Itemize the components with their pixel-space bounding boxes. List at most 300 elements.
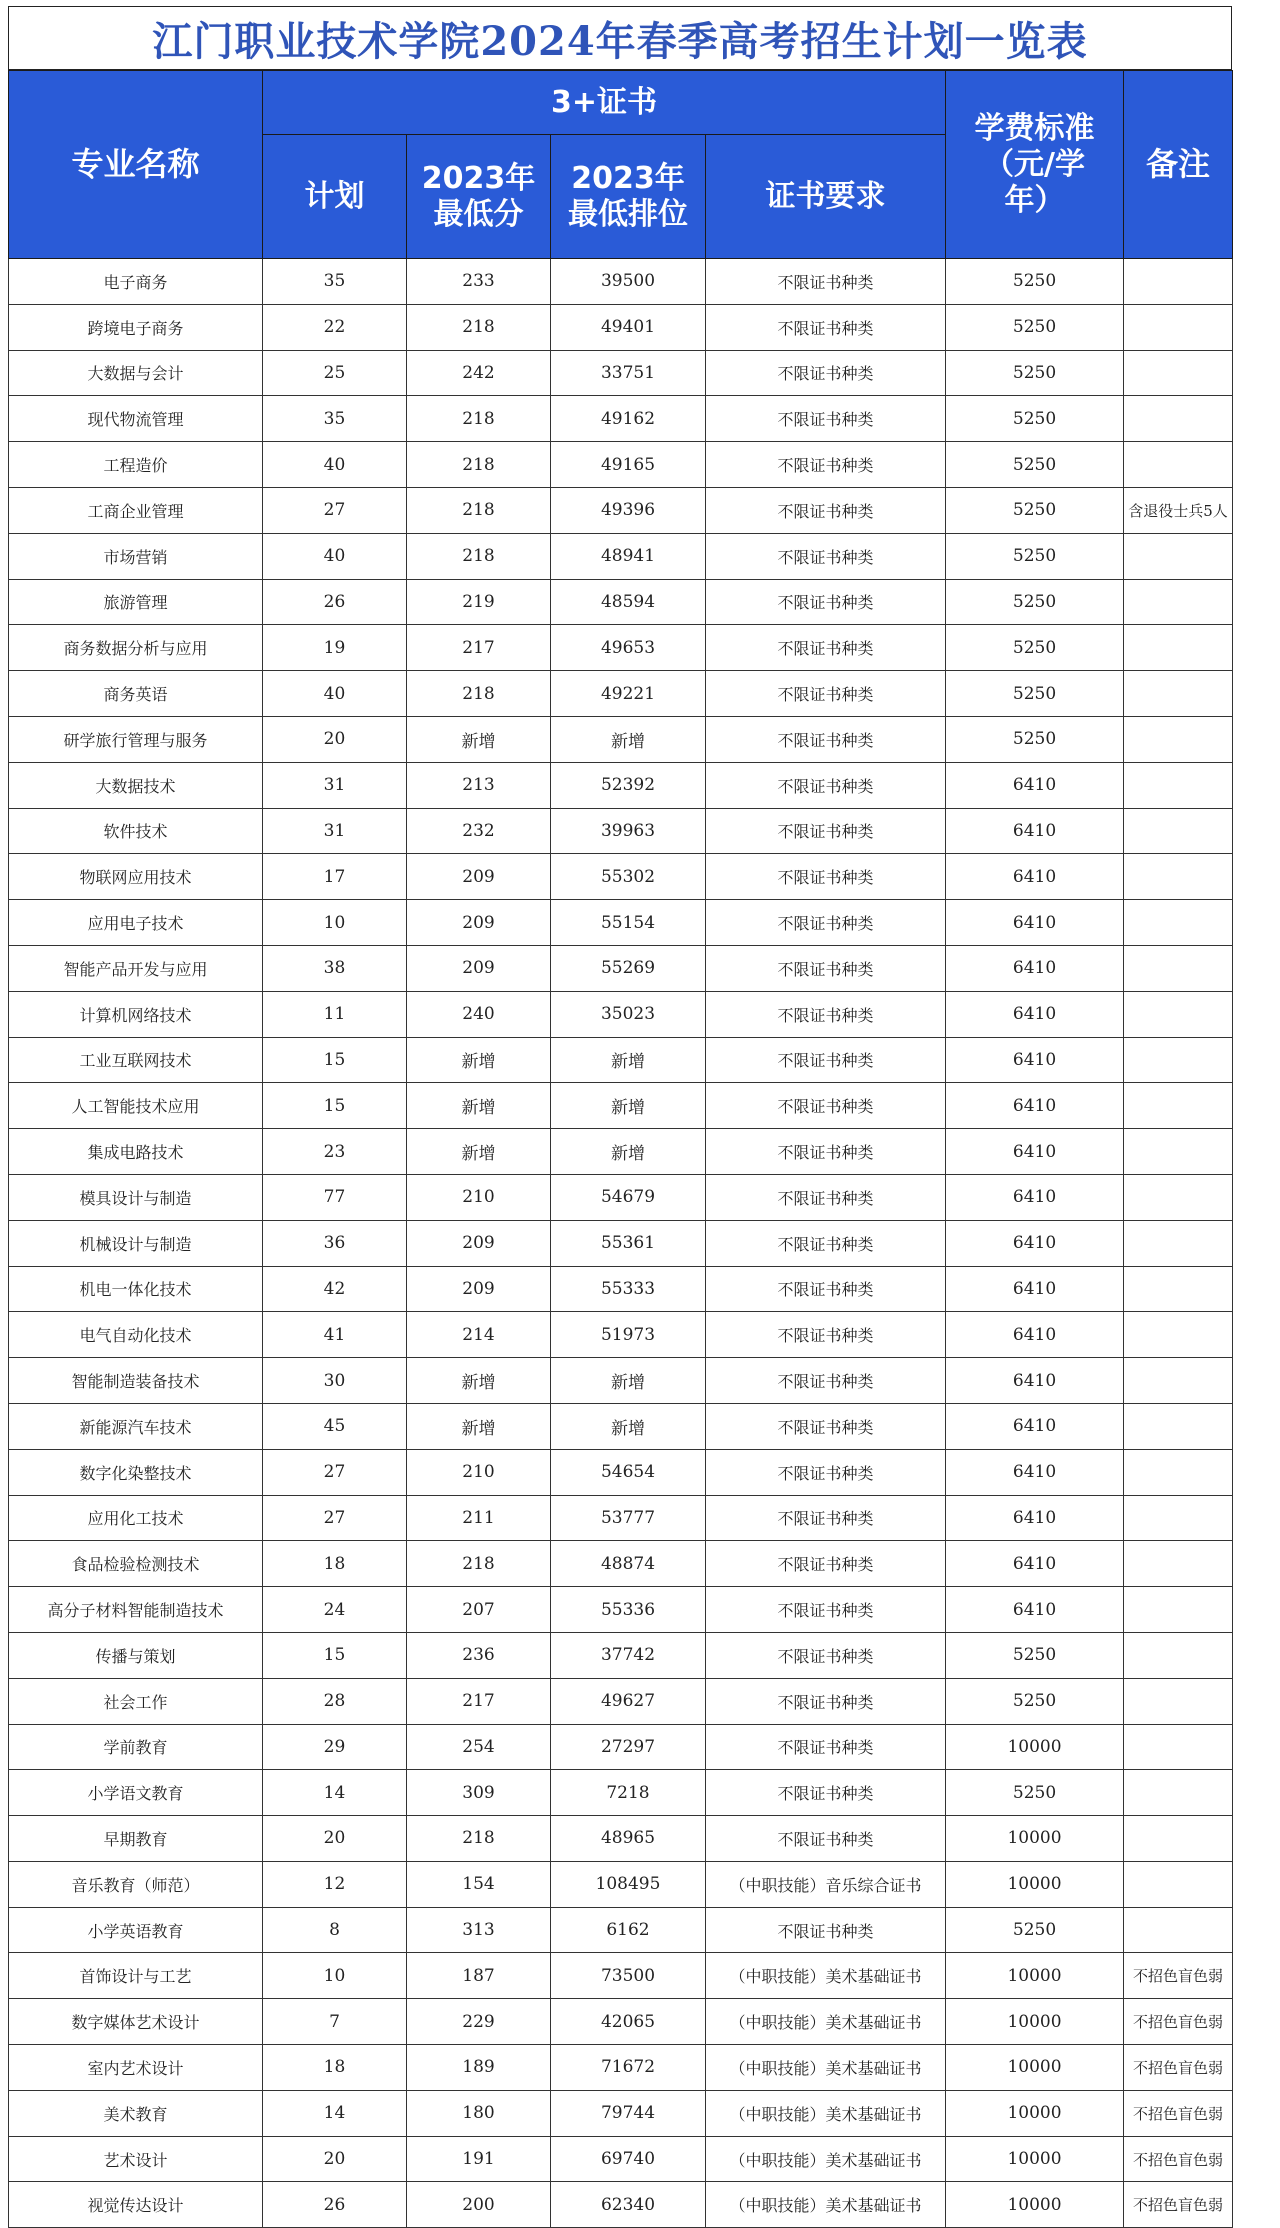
min-score-cell: 218 — [407, 487, 551, 533]
cert-requirement-cell: 不限证书种类 — [706, 396, 946, 442]
tuition-fee-cell: 5250 — [946, 259, 1124, 305]
table-row — [9, 1861, 1233, 1907]
tuition-fee-cell: 5250 — [946, 396, 1124, 442]
cert-requirement-cell: 不限证书种类 — [706, 1541, 946, 1587]
table-row — [9, 1266, 1233, 1312]
tuition-fee-cell: 5250 — [946, 1907, 1124, 1953]
table-row — [9, 1632, 1233, 1678]
min-rank-cell: 55302 — [551, 854, 706, 900]
table-row — [9, 671, 1233, 717]
plan-cell: 41 — [263, 1312, 407, 1358]
table-row — [9, 579, 1233, 625]
header-min-rank-line1: 2023年 — [571, 160, 685, 196]
min-rank-cell: 48874 — [551, 1541, 706, 1587]
plan-cell: 45 — [263, 1403, 407, 1449]
table-row — [9, 808, 1233, 854]
header-min-score — [407, 135, 551, 259]
note-cell — [1124, 1449, 1233, 1495]
plan-cell: 8 — [263, 1907, 407, 1953]
min-rank-cell: 69740 — [551, 2136, 706, 2182]
table-row — [9, 2090, 1233, 2136]
page-title: 江门职业技术学院2024年春季高考招生计划一览表 — [8, 6, 1232, 70]
plan-cell: 17 — [263, 854, 407, 900]
major-name-cell: 大数据与会计 — [9, 350, 263, 396]
min-rank-cell: 62340 — [551, 2182, 706, 2228]
plan-cell: 10 — [263, 900, 407, 946]
min-rank-cell: 49221 — [551, 671, 706, 717]
tuition-fee-cell: 6410 — [946, 900, 1124, 946]
min-rank-cell: 53777 — [551, 1495, 706, 1541]
tuition-fee-cell: 10000 — [946, 2045, 1124, 2091]
tuition-fee-cell: 5250 — [946, 442, 1124, 488]
min-score-cell: 191 — [407, 2136, 551, 2182]
cert-requirement-cell: 不限证书种类 — [706, 533, 946, 579]
table-row — [9, 1312, 1233, 1358]
note-cell: 不招色盲色弱 — [1124, 2090, 1233, 2136]
min-score-cell: 209 — [407, 1266, 551, 1312]
cert-requirement-cell: （中职技能）美术基础证书 — [706, 1953, 946, 1999]
plan-cell: 42 — [263, 1266, 407, 1312]
min-score-cell: 新增 — [407, 1129, 551, 1175]
major-name-cell: 应用化工技术 — [9, 1495, 263, 1541]
table-row — [9, 625, 1233, 671]
table-row — [9, 2136, 1233, 2182]
plan-cell: 22 — [263, 304, 407, 350]
major-name-cell: 物联网应用技术 — [9, 854, 263, 900]
plan-cell: 20 — [263, 2136, 407, 2182]
min-score-cell: 218 — [407, 304, 551, 350]
table-row — [9, 1907, 1233, 1953]
cert-requirement-cell: （中职技能）美术基础证书 — [706, 2090, 946, 2136]
plan-cell: 36 — [263, 1220, 407, 1266]
admission-plan-table — [8, 70, 1233, 2228]
table-row — [9, 442, 1233, 488]
cert-requirement-cell: 不限证书种类 — [706, 1770, 946, 1816]
plan-cell: 35 — [263, 259, 407, 305]
min-rank-cell: 55154 — [551, 900, 706, 946]
header-min-rank-line2: 最低排位 — [568, 196, 688, 232]
cert-requirement-cell: 不限证书种类 — [706, 671, 946, 717]
note-cell — [1124, 1770, 1233, 1816]
major-name-cell: 视觉传达设计 — [9, 2182, 263, 2228]
header-min-score-line1: 2023年 — [421, 160, 536, 196]
tuition-fee-cell: 6410 — [946, 1174, 1124, 1220]
major-name-cell: 小学英语教育 — [9, 1907, 263, 1953]
cert-requirement-cell: （中职技能）美术基础证书 — [706, 2045, 946, 2091]
major-name-cell: 传播与策划 — [9, 1632, 263, 1678]
tuition-fee-cell: 5250 — [946, 533, 1124, 579]
note-cell — [1124, 1220, 1233, 1266]
table-row — [9, 533, 1233, 579]
plan-cell: 20 — [263, 716, 407, 762]
table-row — [9, 1083, 1233, 1129]
min-score-cell: 154 — [407, 1861, 551, 1907]
note-cell — [1124, 762, 1233, 808]
min-rank-cell: 49627 — [551, 1678, 706, 1724]
tuition-fee-cell: 5250 — [946, 1770, 1124, 1816]
cert-requirement-cell: 不限证书种类 — [706, 1678, 946, 1724]
tuition-fee-cell: 6410 — [946, 808, 1124, 854]
note-cell — [1124, 1403, 1233, 1449]
cert-requirement-cell: 不限证书种类 — [706, 991, 946, 1037]
min-score-cell: 209 — [407, 1220, 551, 1266]
plan-cell: 77 — [263, 1174, 407, 1220]
note-cell — [1124, 442, 1233, 488]
min-score-cell: 209 — [407, 854, 551, 900]
major-name-cell: 首饰设计与工艺 — [9, 1953, 263, 1999]
note-cell — [1124, 945, 1233, 991]
cert-requirement-cell: 不限证书种类 — [706, 1312, 946, 1358]
plan-cell: 25 — [263, 350, 407, 396]
min-rank-cell: 新增 — [551, 1129, 706, 1175]
major-name-cell: 学前教育 — [9, 1724, 263, 1770]
tuition-fee-cell: 10000 — [946, 2182, 1124, 2228]
major-name-cell: 电气自动化技术 — [9, 1312, 263, 1358]
table-row — [9, 1816, 1233, 1862]
min-rank-cell: 新增 — [551, 1083, 706, 1129]
major-name-cell: 大数据技术 — [9, 762, 263, 808]
min-rank-cell: 49401 — [551, 304, 706, 350]
min-score-cell: 新增 — [407, 1083, 551, 1129]
plan-cell: 7 — [263, 1999, 407, 2045]
header-min-score-line2: 最低分 — [433, 196, 524, 232]
min-score-cell: 254 — [407, 1724, 551, 1770]
table-row — [9, 1220, 1233, 1266]
major-name-cell: 工商企业管理 — [9, 487, 263, 533]
table-row — [9, 1449, 1233, 1495]
note-cell — [1124, 1495, 1233, 1541]
major-name-cell: 新能源汽车技术 — [9, 1403, 263, 1449]
note-cell — [1124, 716, 1233, 762]
min-score-cell: 240 — [407, 991, 551, 1037]
plan-cell: 40 — [263, 442, 407, 488]
major-name-cell: 旅游管理 — [9, 579, 263, 625]
min-score-cell: 217 — [407, 625, 551, 671]
min-score-cell: 309 — [407, 1770, 551, 1816]
min-score-cell: 209 — [407, 945, 551, 991]
plan-cell: 18 — [263, 2045, 407, 2091]
tuition-fee-cell: 6410 — [946, 1541, 1124, 1587]
min-score-cell: 218 — [407, 442, 551, 488]
min-rank-cell: 42065 — [551, 1999, 706, 2045]
min-score-cell: 217 — [407, 1678, 551, 1724]
min-score-cell: 新增 — [407, 1403, 551, 1449]
note-cell — [1124, 1678, 1233, 1724]
min-rank-cell: 39500 — [551, 259, 706, 305]
note-cell — [1124, 854, 1233, 900]
tuition-fee-cell: 5250 — [946, 304, 1124, 350]
note-cell: 不招色盲色弱 — [1124, 1953, 1233, 1999]
note-cell: 不招色盲色弱 — [1124, 2182, 1233, 2228]
table-row — [9, 1495, 1233, 1541]
tuition-fee-cell: 6410 — [946, 1312, 1124, 1358]
note-cell — [1124, 396, 1233, 442]
table-row — [9, 991, 1233, 1037]
min-score-cell: 189 — [407, 2045, 551, 2091]
min-score-cell: 新增 — [407, 1358, 551, 1404]
min-score-cell: 214 — [407, 1312, 551, 1358]
cert-requirement-cell: 不限证书种类 — [706, 1083, 946, 1129]
major-name-cell: 室内艺术设计 — [9, 2045, 263, 2091]
tuition-fee-cell: 10000 — [946, 1999, 1124, 2045]
note-cell — [1124, 1724, 1233, 1770]
plan-cell: 19 — [263, 625, 407, 671]
note-cell — [1124, 1587, 1233, 1633]
table-row — [9, 1953, 1233, 1999]
plan-cell: 23 — [263, 1129, 407, 1175]
major-name-cell: 食品检验检测技术 — [9, 1541, 263, 1587]
table-row — [9, 1724, 1233, 1770]
min-score-cell: 219 — [407, 579, 551, 625]
tuition-fee-cell: 6410 — [946, 1129, 1124, 1175]
major-name-cell: 电子商务 — [9, 259, 263, 305]
table-row — [9, 304, 1233, 350]
min-score-cell: 187 — [407, 1953, 551, 1999]
tuition-fee-cell: 6410 — [946, 1037, 1124, 1083]
header-cert: 证书要求 — [706, 135, 946, 259]
note-cell: 不招色盲色弱 — [1124, 2136, 1233, 2182]
min-score-cell: 200 — [407, 2182, 551, 2228]
header-group-3plus-cert: 3+证书 — [263, 71, 946, 135]
min-rank-cell: 新增 — [551, 716, 706, 762]
min-score-cell: 218 — [407, 396, 551, 442]
table-row — [9, 259, 1233, 305]
header-fee-line2: （元/学 — [984, 146, 1085, 182]
min-rank-cell: 52392 — [551, 762, 706, 808]
major-name-cell: 市场营销 — [9, 533, 263, 579]
note-cell — [1124, 1037, 1233, 1083]
min-rank-cell: 73500 — [551, 1953, 706, 1999]
min-rank-cell: 49165 — [551, 442, 706, 488]
major-name-cell: 音乐教育（师范） — [9, 1861, 263, 1907]
min-rank-cell: 6162 — [551, 1907, 706, 1953]
min-score-cell: 209 — [407, 900, 551, 946]
header-min-rank — [551, 135, 706, 259]
tuition-fee-cell: 10000 — [946, 1861, 1124, 1907]
cert-requirement-cell: 不限证书种类 — [706, 442, 946, 488]
plan-cell: 40 — [263, 671, 407, 717]
tuition-fee-cell: 10000 — [946, 2090, 1124, 2136]
tuition-fee-cell: 6410 — [946, 1495, 1124, 1541]
min-score-cell: 210 — [407, 1449, 551, 1495]
note-cell — [1124, 625, 1233, 671]
cert-requirement-cell: 不限证书种类 — [706, 1724, 946, 1770]
tuition-fee-cell: 6410 — [946, 945, 1124, 991]
note-cell — [1124, 579, 1233, 625]
cert-requirement-cell: （中职技能）美术基础证书 — [706, 1999, 946, 2045]
min-rank-cell: 新增 — [551, 1358, 706, 1404]
plan-cell: 31 — [263, 762, 407, 808]
min-score-cell: 218 — [407, 1541, 551, 1587]
note-cell — [1124, 1129, 1233, 1175]
min-score-cell: 236 — [407, 1632, 551, 1678]
tuition-fee-cell: 6410 — [946, 1083, 1124, 1129]
header-note: 备注 — [1124, 71, 1233, 259]
min-rank-cell: 35023 — [551, 991, 706, 1037]
table-row — [9, 1678, 1233, 1724]
table-row — [9, 1770, 1233, 1816]
header-fee-line1: 学费标准 — [974, 110, 1095, 146]
min-rank-cell: 108495 — [551, 1861, 706, 1907]
tuition-fee-cell: 6410 — [946, 1587, 1124, 1633]
min-rank-cell: 55336 — [551, 1587, 706, 1633]
table-row — [9, 2045, 1233, 2091]
note-cell — [1124, 991, 1233, 1037]
plan-cell: 26 — [263, 579, 407, 625]
major-name-cell: 智能产品开发与应用 — [9, 945, 263, 991]
plan-cell: 38 — [263, 945, 407, 991]
plan-cell: 28 — [263, 1678, 407, 1724]
note-cell — [1124, 259, 1233, 305]
plan-cell: 11 — [263, 991, 407, 1037]
major-name-cell: 商务数据分析与应用 — [9, 625, 263, 671]
tuition-fee-cell: 5250 — [946, 625, 1124, 671]
table-row — [9, 1174, 1233, 1220]
min-rank-cell: 39963 — [551, 808, 706, 854]
table-row — [9, 1037, 1233, 1083]
note-cell — [1124, 304, 1233, 350]
plan-cell: 30 — [263, 1358, 407, 1404]
note-cell: 不招色盲色弱 — [1124, 2045, 1233, 2091]
table-row — [9, 900, 1233, 946]
cert-requirement-cell: 不限证书种类 — [706, 716, 946, 762]
tuition-fee-cell: 6410 — [946, 1403, 1124, 1449]
major-name-cell: 智能制造装备技术 — [9, 1358, 263, 1404]
plan-cell: 12 — [263, 1861, 407, 1907]
plan-cell: 40 — [263, 533, 407, 579]
tuition-fee-cell: 10000 — [946, 2136, 1124, 2182]
cert-requirement-cell: 不限证书种类 — [706, 1358, 946, 1404]
table-body — [9, 259, 1233, 2228]
min-rank-cell: 新增 — [551, 1037, 706, 1083]
table-row — [9, 854, 1233, 900]
note-cell — [1124, 1312, 1233, 1358]
plan-cell: 35 — [263, 396, 407, 442]
cert-requirement-cell: 不限证书种类 — [706, 1587, 946, 1633]
table-row — [9, 1587, 1233, 1633]
cert-requirement-cell: 不限证书种类 — [706, 625, 946, 671]
min-score-cell: 207 — [407, 1587, 551, 1633]
plan-cell: 29 — [263, 1724, 407, 1770]
major-name-cell: 软件技术 — [9, 808, 263, 854]
note-cell — [1124, 1816, 1233, 1862]
major-name-cell: 数字媒体艺术设计 — [9, 1999, 263, 2045]
cert-requirement-cell: 不限证书种类 — [706, 579, 946, 625]
tuition-fee-cell: 5250 — [946, 671, 1124, 717]
major-name-cell: 美术教育 — [9, 2090, 263, 2136]
cert-requirement-cell: 不限证书种类 — [706, 900, 946, 946]
min-rank-cell: 49653 — [551, 625, 706, 671]
note-cell — [1124, 900, 1233, 946]
plan-cell: 15 — [263, 1632, 407, 1678]
cert-requirement-cell: （中职技能）音乐综合证书 — [706, 1861, 946, 1907]
major-name-cell: 集成电路技术 — [9, 1129, 263, 1175]
table-row — [9, 1999, 1233, 2045]
cert-requirement-cell: 不限证书种类 — [706, 1907, 946, 1953]
tuition-fee-cell: 5250 — [946, 716, 1124, 762]
min-rank-cell: 51973 — [551, 1312, 706, 1358]
tuition-fee-cell: 10000 — [946, 1953, 1124, 1999]
major-name-cell: 计算机网络技术 — [9, 991, 263, 1037]
min-rank-cell: 71672 — [551, 2045, 706, 2091]
min-score-cell: 232 — [407, 808, 551, 854]
table-row — [9, 1403, 1233, 1449]
tuition-fee-cell: 6410 — [946, 762, 1124, 808]
tuition-fee-cell: 5250 — [946, 350, 1124, 396]
header-plan: 计划 — [263, 135, 407, 259]
min-score-cell: 新增 — [407, 716, 551, 762]
min-rank-cell: 7218 — [551, 1770, 706, 1816]
major-name-cell: 机械设计与制造 — [9, 1220, 263, 1266]
plan-cell: 14 — [263, 1770, 407, 1816]
plan-cell: 10 — [263, 1953, 407, 1999]
major-name-cell: 跨境电子商务 — [9, 304, 263, 350]
table-row — [9, 350, 1233, 396]
min-score-cell: 233 — [407, 259, 551, 305]
cert-requirement-cell: 不限证书种类 — [706, 945, 946, 991]
tuition-fee-cell: 5250 — [946, 1632, 1124, 1678]
table-row — [9, 716, 1233, 762]
note-cell — [1124, 1541, 1233, 1587]
note-cell — [1124, 1174, 1233, 1220]
major-name-cell: 高分子材料智能制造技术 — [9, 1587, 263, 1633]
header-major: 专业名称 — [9, 71, 263, 259]
table-row — [9, 487, 1233, 533]
min-score-cell: 213 — [407, 762, 551, 808]
min-score-cell: 211 — [407, 1495, 551, 1541]
min-rank-cell: 55361 — [551, 1220, 706, 1266]
cert-requirement-cell: 不限证书种类 — [706, 1129, 946, 1175]
admission-plan-sheet — [8, 6, 1232, 2228]
note-cell — [1124, 1861, 1233, 1907]
table-row — [9, 1129, 1233, 1175]
min-score-cell: 313 — [407, 1907, 551, 1953]
tuition-fee-cell: 6410 — [946, 1358, 1124, 1404]
major-name-cell: 现代物流管理 — [9, 396, 263, 442]
min-rank-cell: 54654 — [551, 1449, 706, 1495]
note-cell — [1124, 1083, 1233, 1129]
note-cell — [1124, 1266, 1233, 1312]
min-rank-cell: 79744 — [551, 2090, 706, 2136]
plan-cell: 14 — [263, 2090, 407, 2136]
min-score-cell: 210 — [407, 1174, 551, 1220]
major-name-cell: 人工智能技术应用 — [9, 1083, 263, 1129]
major-name-cell: 社会工作 — [9, 1678, 263, 1724]
tuition-fee-cell: 5250 — [946, 579, 1124, 625]
plan-cell: 20 — [263, 1816, 407, 1862]
cert-requirement-cell: 不限证书种类 — [706, 854, 946, 900]
tuition-fee-cell: 5250 — [946, 487, 1124, 533]
table-row — [9, 1541, 1233, 1587]
cert-requirement-cell: 不限证书种类 — [706, 1495, 946, 1541]
major-name-cell: 机电一体化技术 — [9, 1266, 263, 1312]
major-name-cell: 数字化染整技术 — [9, 1449, 263, 1495]
min-rank-cell: 54679 — [551, 1174, 706, 1220]
major-name-cell: 早期教育 — [9, 1816, 263, 1862]
major-name-cell: 商务英语 — [9, 671, 263, 717]
plan-cell: 27 — [263, 1495, 407, 1541]
min-rank-cell: 37742 — [551, 1632, 706, 1678]
plan-cell: 15 — [263, 1037, 407, 1083]
note-cell — [1124, 533, 1233, 579]
plan-cell: 15 — [263, 1083, 407, 1129]
major-name-cell: 小学语文教育 — [9, 1770, 263, 1816]
tuition-fee-cell: 6410 — [946, 1266, 1124, 1312]
plan-cell: 24 — [263, 1587, 407, 1633]
tuition-fee-cell: 6410 — [946, 1449, 1124, 1495]
major-name-cell: 工业互联网技术 — [9, 1037, 263, 1083]
min-score-cell: 218 — [407, 533, 551, 579]
